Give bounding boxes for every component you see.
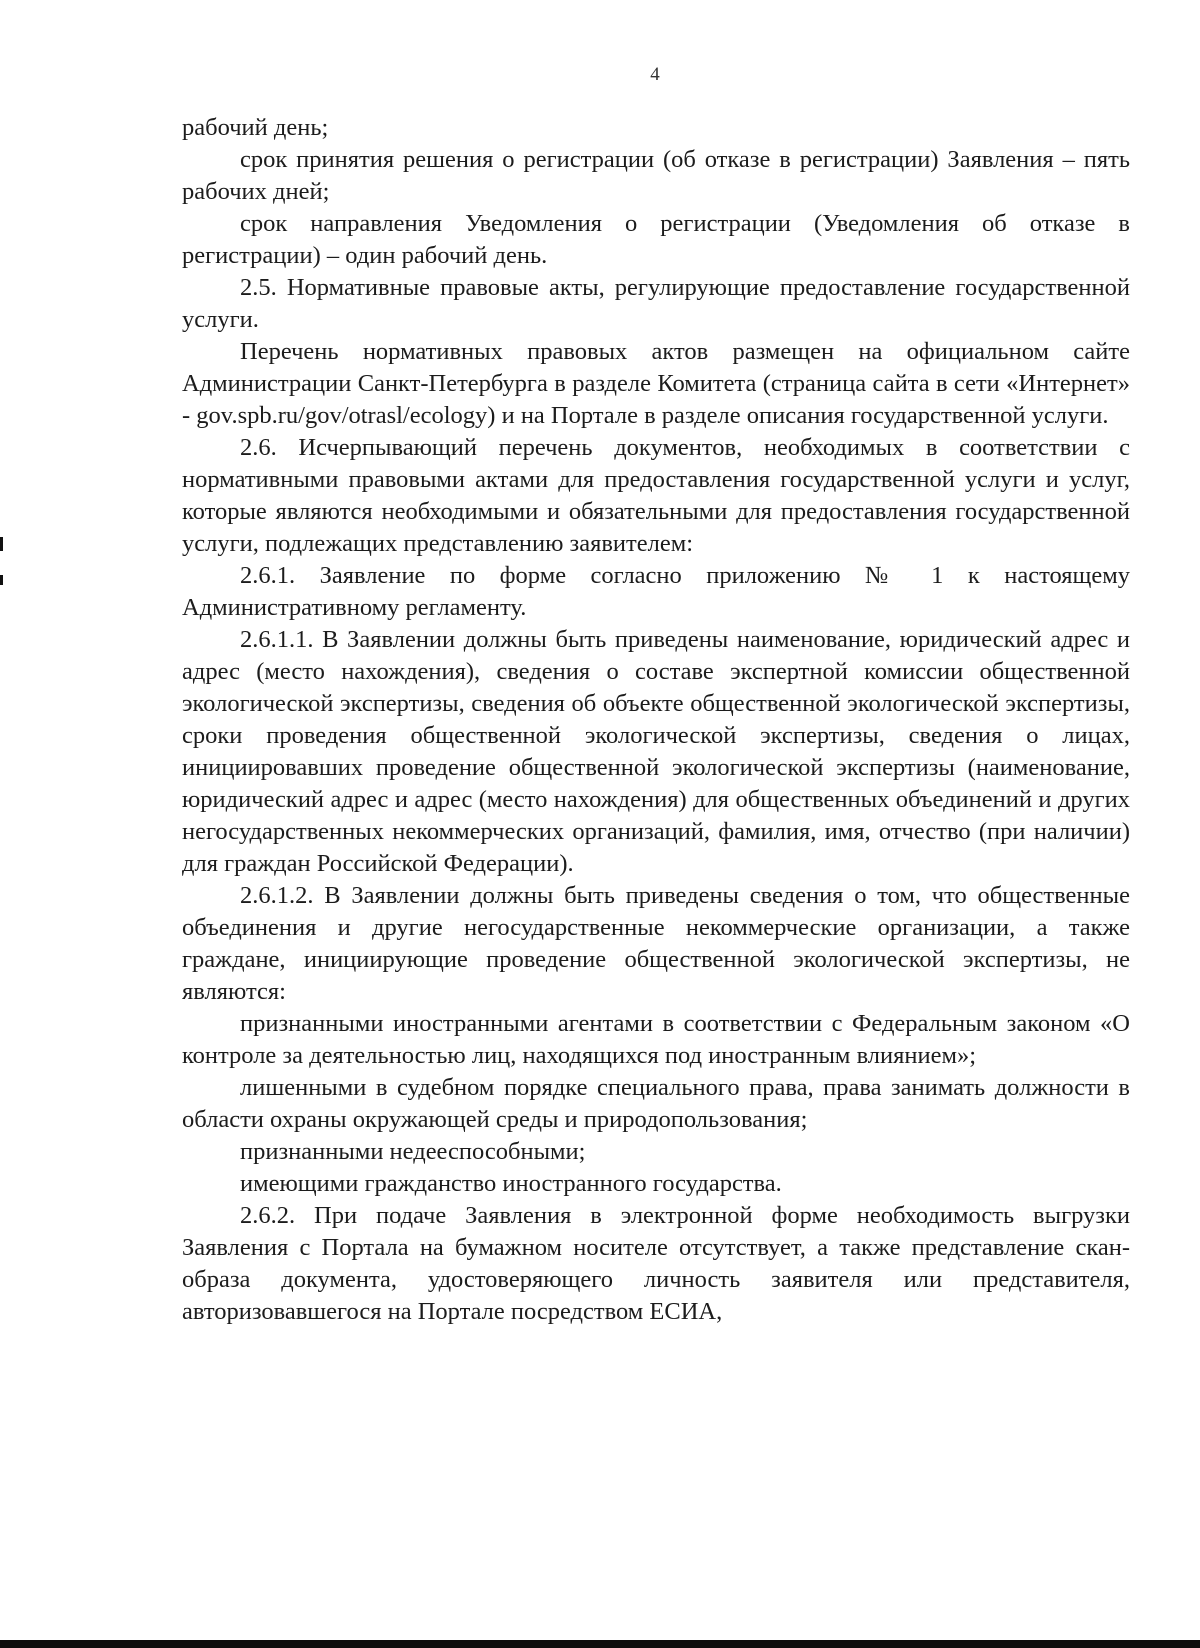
paragraph-notification-deadline: срок направления Уведомления о регистрации (Уведомления об отказе в регистрации) – один рабочий день. — [182, 210, 1130, 269]
scan-bottom-edge — [0, 1640, 1200, 1648]
page-number: 4 — [650, 64, 660, 85]
paragraph-section-2-6-1-1: 2.6.1.1. В Заявлении должны быть приведены наименование, юридический адрес и адрес (место нахождения), сведения о составе экспертной комиссии общественной экологической экспертизы, сведения об объекте общественной экологической экспертизы, сроки проведения общественной экологической экспертизы, сведения о лицах, инициировавших проведение общественной экологической экспертизы (наименование, юридический адрес и адрес (место нахождения) для общественных объединений и других негосударственных некоммерческих организаций, фамилия, имя, отчество (при наличии) для граждан Российской Федерации). — [182, 626, 1130, 877]
scan-edge-mark — [0, 575, 3, 585]
paragraph-section-2-6-1: 2.6.1. Заявление по форме согласно приложению № 1 к настоящему Административному регламенту. — [182, 562, 1130, 621]
paragraph-section-2-6-1-2: 2.6.1.2. В Заявлении должны быть приведены сведения о том, что общественные объединения и другие негосударственные некоммерческие организации, а также граждане, инициирующие проведение общественной экологической экспертизы, не являются: — [182, 882, 1130, 1005]
paragraph-workday: рабочий день; — [182, 114, 329, 141]
list-item-incapacitated: признанными недееспособными; — [240, 1138, 586, 1165]
scan-edge-mark — [0, 537, 3, 551]
paragraph-legal-acts-list: Перечень нормативных правовых актов размещен на официальном сайте Администрации Санкт-Петербурга в разделе Комитета (страница сайта в сети «Интернет» - gov.spb.ru/gov/otrasl/ecology) и на Портале в разделе описания государственной услуги. — [182, 338, 1130, 429]
paragraph-decision-deadline: срок принятия решения о регистрации (об отказе в регистрации) Заявления – пять рабочих дней; — [182, 146, 1130, 205]
list-item-deprived-rights: лишенными в судебном порядке специального права, права занимать должности в области охраны окружающей среды и природопользования; — [182, 1074, 1130, 1133]
document-body — [182, 112, 1130, 1328]
paragraph-section-2-5: 2.5. Нормативные правовые акты, регулирующие предоставление государственной услуги. — [182, 274, 1130, 333]
paragraph-section-2-6: 2.6. Исчерпывающий перечень документов, необходимых в соответствии с нормативными правовыми актами для предоставления государственной услуги и услуг, которые являются необходимыми и обязательными для предоставления государственной услуги, подлежащих представлению заявителем: — [182, 434, 1130, 557]
paragraph-section-2-6-2: 2.6.2. При подаче Заявления в электронной форме необходимость выгрузки Заявления с Портала на бумажном носителе отсутствует, а также представление скан-образа документа, удостоверяющего личность заявителя или представителя, авторизовавшегося на Портале посредством ЕСИА, — [182, 1202, 1130, 1325]
list-item-foreign-citizenship: имеющими гражданство иностранного государства. — [240, 1170, 782, 1197]
list-item-foreign-agents: признанными иностранными агентами в соответствии с Федеральным законом «О контроле за деятельностью лиц, находящихся под иностранным влиянием»; — [182, 1010, 1130, 1069]
